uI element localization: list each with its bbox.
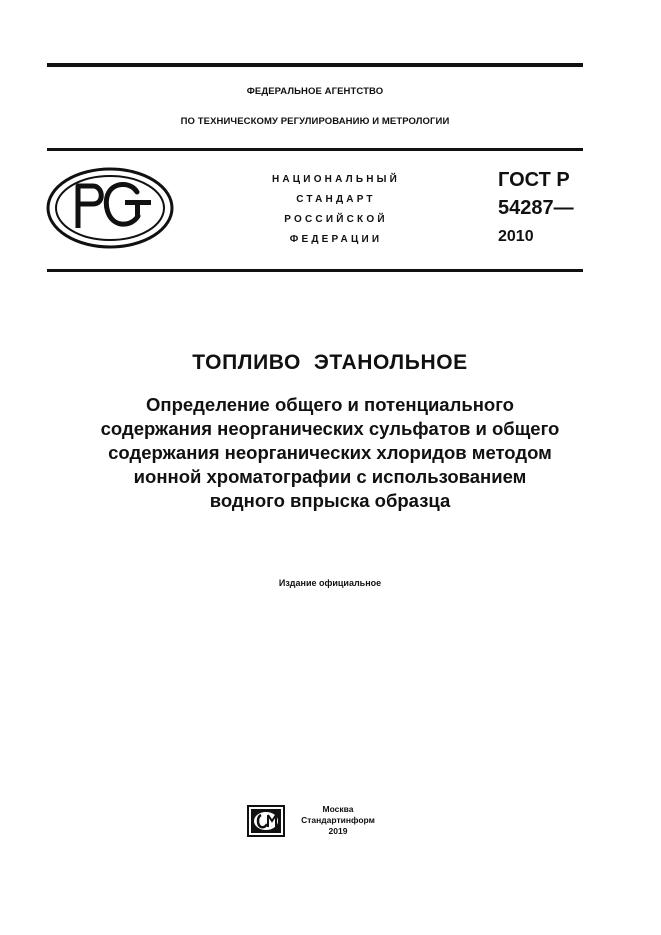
agency-line-1: ФЕДЕРАЛЬНОЕ АГЕНТСТВО bbox=[246, 86, 384, 97]
agency-line-2: ПО ТЕХНИЧЕСКОМУ РЕГУЛИРОВАНИЮ И МЕТРОЛОГИИ bbox=[180, 116, 450, 127]
national-line: НАЦИОНАЛЬНЫЙ bbox=[271, 174, 401, 185]
imprint-year: 2019 bbox=[328, 826, 348, 836]
gost-line-1: ГОСТ Р bbox=[498, 169, 570, 191]
document-title: ТОПЛИВО ЭТАНОЛЬНОЕ bbox=[192, 351, 468, 374]
national-line: ФЕДЕРАЦИИ bbox=[289, 234, 383, 245]
subtitle-line: содержания неорганических хлоридов методом bbox=[108, 442, 552, 463]
standard-block-bottom-rule bbox=[47, 269, 583, 272]
document-subtitle bbox=[47, 393, 613, 513]
national-line: СТАНДАРТ bbox=[296, 194, 376, 205]
imprint-publisher: Стандартинформ bbox=[301, 815, 375, 825]
national-standard-text bbox=[236, 170, 436, 250]
subtitle-line: содержания неорганических сульфатов и общего bbox=[100, 418, 560, 439]
edition-note: Издание официальное bbox=[278, 578, 382, 588]
imprint bbox=[290, 804, 386, 837]
imprint-city: Москва bbox=[322, 804, 354, 814]
top-rule bbox=[47, 63, 583, 67]
gost-line-2: 54287— bbox=[498, 197, 574, 219]
subtitle-line: Определение общего и потенциального bbox=[146, 394, 514, 415]
gost-year: 2010 bbox=[498, 228, 534, 245]
rst-emblem-icon bbox=[45, 166, 175, 250]
gost-designation bbox=[498, 166, 574, 222]
subtitle-line: ионной хроматографии с использованием bbox=[133, 466, 527, 487]
standard-block-top-rule bbox=[47, 148, 583, 151]
national-line: РОССИЙСКОЙ bbox=[284, 214, 388, 225]
subtitle-line: водного впрыска образца bbox=[209, 490, 451, 511]
standartinform-logo-icon bbox=[247, 805, 285, 837]
